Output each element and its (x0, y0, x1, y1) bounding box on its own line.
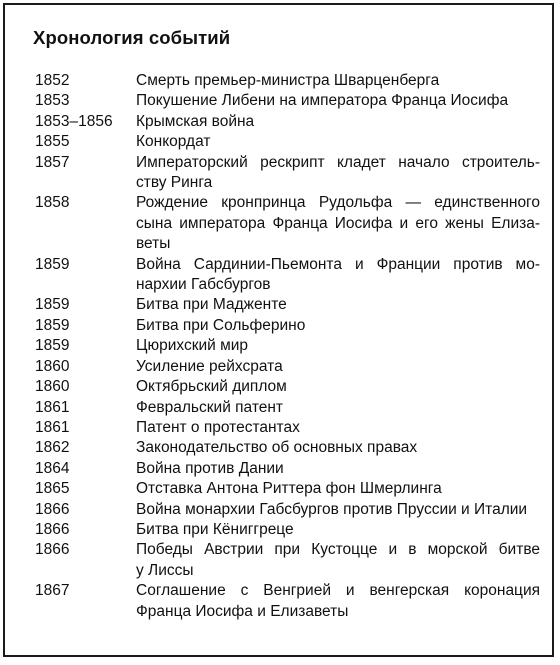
entry-year: 1858 (35, 194, 70, 212)
entry-event-line: Цюрихский мир (136, 337, 249, 355)
chronology-entry (35, 255, 540, 296)
entry-year: 1866 (35, 541, 70, 559)
chronology-entry (35, 540, 540, 581)
entry-year: 1857 (35, 153, 70, 171)
entry-year: 1859 (35, 337, 70, 355)
entry-event (136, 255, 540, 296)
entry-event (136, 459, 540, 479)
entry-year: 1852 (35, 72, 70, 89)
entry-event-line: Покушение Либени на императора Франца Иосифа (136, 92, 509, 110)
entry-event-line: Февральский патент (136, 398, 284, 416)
entry-event-line: Битва при Кёниггреце (136, 520, 294, 538)
chronology-entry (35, 357, 540, 377)
chronology-entry (35, 500, 540, 520)
chronology-entry (35, 377, 540, 397)
entry-event-line: Императорский рескрипт кладет начало строитель- (136, 153, 540, 171)
entry-event-line: Патент о протестантах (136, 418, 300, 436)
entry-event (136, 418, 540, 438)
chronology-entry (35, 459, 540, 479)
entry-event-line: Конкордат (136, 133, 211, 151)
entry-event-line: Крымская война (136, 112, 255, 130)
chronology-entry (35, 71, 540, 91)
chronology-title: Хронология событий (33, 27, 231, 48)
entry-event (136, 581, 540, 622)
chronology-entry (35, 132, 540, 152)
entry-event (136, 112, 540, 132)
chronology-entry (35, 91, 540, 111)
chronology-entry (35, 336, 540, 356)
entry-event (136, 193, 540, 254)
entry-event (136, 500, 540, 520)
entry-event-line: ству Ринга (136, 174, 213, 192)
chronology-entry (35, 316, 540, 336)
entry-year: 1867 (35, 582, 70, 600)
entry-event-line: сына императора Франца Иосифа и его жены Елиза- (136, 214, 540, 232)
entry-event-line: Усиление рейхсрата (136, 357, 283, 375)
entry-event-line: нархии Габсбургов (136, 276, 271, 294)
entry-event (136, 520, 540, 540)
entry-event (136, 91, 540, 111)
entry-event-line: Законодательство об основных правах (136, 439, 418, 457)
entry-event-line: Победы Австрии при Кустоцце и в морской битве (136, 541, 540, 559)
entry-year: 1864 (35, 459, 70, 477)
entry-event (136, 398, 540, 418)
entry-event-line: Франца Иосифа и Елизаветы (136, 602, 349, 620)
entry-event (136, 540, 540, 581)
entry-event (136, 71, 540, 91)
chronology-entry (35, 418, 540, 438)
entry-event (136, 132, 540, 152)
entry-year: 1860 (35, 378, 70, 396)
entry-event (136, 316, 540, 336)
entry-event-line: Соглашение с Венгрией и венгерская коронация (136, 582, 540, 600)
entry-event (136, 377, 540, 397)
entry-event-line: Битва при Сольферино (136, 316, 306, 334)
chronology-entry (35, 520, 540, 540)
entry-event (136, 438, 540, 458)
entry-year: 1866 (35, 520, 70, 538)
entry-year: 1861 (35, 398, 70, 416)
entry-event-line: Рождение кронпринца Рудольфа — единственного (136, 194, 540, 212)
entry-year: 1865 (35, 480, 70, 498)
chronology-entry (35, 438, 540, 458)
chronology-entry (35, 479, 540, 499)
entry-year: 1859 (35, 316, 70, 334)
entry-event-line: Война Сардинии-Пьемонта и Франции против мо- (136, 255, 540, 273)
chronology-list (35, 71, 540, 622)
entry-event (136, 295, 540, 315)
entry-year: 1859 (35, 255, 70, 273)
entry-event (136, 357, 540, 377)
entry-year: 1866 (35, 500, 70, 518)
entry-event-line: Война против Дании (136, 459, 284, 477)
entry-event-line: Смерть премьер-министра Шварценберга (136, 72, 440, 89)
entry-event (136, 479, 540, 499)
entry-event-line: веты (136, 235, 171, 253)
entry-event-line: Война монархии Габсбургов против Пруссии и Италии (136, 500, 528, 518)
entry-year: 1861 (35, 418, 70, 436)
entry-year: 1853–1856 (35, 112, 113, 130)
entry-year: 1862 (35, 439, 70, 457)
chronology-entry (35, 153, 540, 194)
entry-event-line: у Лиссы (136, 561, 194, 579)
chronology-entry (35, 112, 540, 132)
chronology-entry (35, 581, 540, 622)
entry-year: 1859 (35, 296, 70, 314)
chronology-entry (35, 193, 540, 254)
entry-event-line: Отставка Антона Риттера фон Шмерлинга (136, 480, 442, 498)
chronology-entry (35, 398, 540, 418)
entry-event (136, 153, 540, 194)
entry-event-line: Битва при Мадженте (136, 296, 287, 314)
entry-year: 1853 (35, 92, 70, 110)
chronology-entry (35, 295, 540, 315)
entry-year: 1860 (35, 357, 70, 375)
chronology-box (3, 3, 554, 657)
entry-event-line: Октябрьский диплом (136, 378, 287, 396)
entry-year: 1855 (35, 133, 70, 151)
entry-event (136, 336, 540, 356)
